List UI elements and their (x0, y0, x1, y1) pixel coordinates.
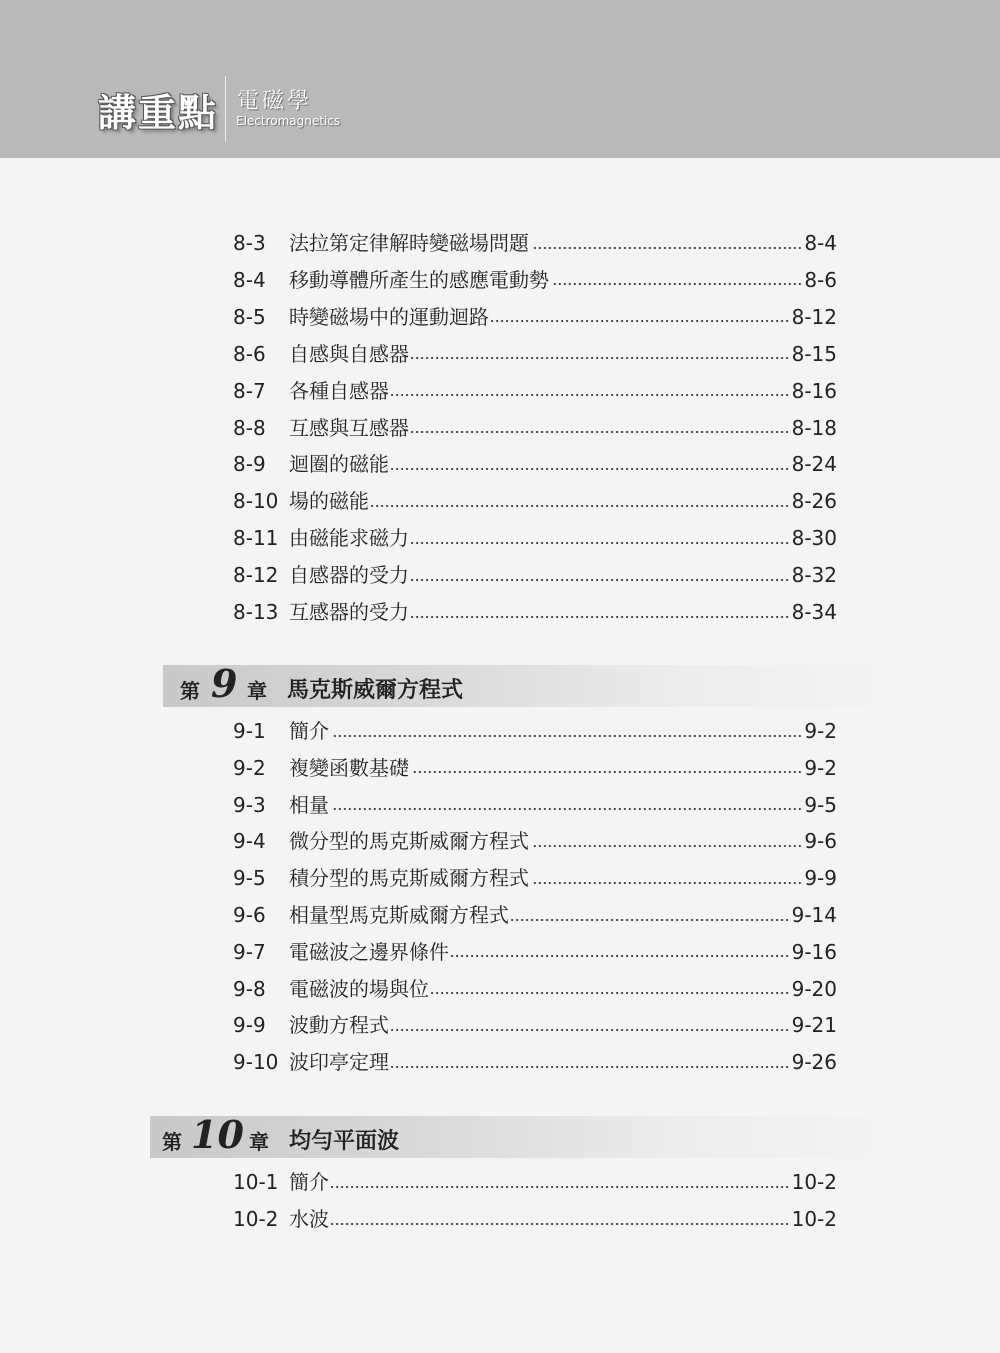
toc-leader-dots (391, 1065, 790, 1069)
toc-leader-dots (371, 504, 790, 508)
toc-leader-dots (411, 541, 790, 545)
toc-entry-page: 9-26 (791, 1050, 837, 1075)
toc-entry-page: 8-26 (791, 489, 837, 514)
chapter-prefix: 第 (162, 1130, 182, 1154)
toc-entry-page: 8-34 (791, 600, 837, 624)
toc-leader-dots (391, 393, 790, 397)
toc-entry (233, 900, 837, 930)
header-divider (225, 76, 226, 142)
toc-entry-title: 各種自感器 (289, 378, 389, 403)
toc-leader-dots (391, 1028, 790, 1032)
toc-entry-page: 8-15 (791, 341, 837, 366)
toc-leader-dots (411, 770, 802, 774)
toc-leader-dots (511, 918, 790, 922)
toc-entry-page: 8-12 (791, 304, 837, 329)
chapter-suffix: 章 (249, 1130, 269, 1154)
toc-entry-page: 9-5 (804, 792, 837, 817)
toc-leader-dots (531, 881, 802, 885)
toc-entry (233, 486, 837, 516)
toc-entry-number: 8-6 (233, 341, 266, 366)
toc-leader-dots (331, 807, 802, 811)
toc-entry-page: 9-9 (804, 866, 837, 891)
toc-entry-page: 9-2 (804, 755, 837, 780)
toc-entry-page: 9-16 (791, 939, 837, 964)
toc-entry (233, 228, 837, 258)
toc-entry-title: 移動導體所產生的感應電動勢 (289, 267, 549, 292)
toc-entry-page: 9-21 (791, 1013, 837, 1038)
toc-entry (233, 339, 837, 369)
toc-entry-title: 電磁波之邊界條件 (289, 939, 449, 964)
toc-leader-dots (411, 356, 790, 360)
toc-leader-dots (391, 467, 790, 471)
toc-entry-page: 8-18 (791, 415, 837, 440)
chapter-number: 9 (211, 661, 238, 706)
toc-entry-title: 波動方程式 (289, 1013, 389, 1038)
toc-leader-dots (451, 954, 790, 958)
toc-entry-page: 10-2 (791, 1170, 837, 1194)
toc-leader-dots (411, 578, 790, 582)
toc-entry-number: 8-12 (233, 563, 279, 588)
toc-leader-dots (531, 844, 802, 848)
toc-entry-number: 10-2 (233, 1207, 279, 1231)
toc-entry-number: 8-13 (233, 600, 279, 624)
chapter-title: 均勻平面波 (289, 1129, 400, 1154)
toc-entry (233, 1167, 837, 1197)
toc-entry-number: 8-8 (233, 415, 266, 440)
toc-entry (233, 597, 837, 627)
toc-entry-page: 8-6 (804, 267, 837, 292)
toc-entry-title: 簡介 (289, 719, 329, 743)
toc-entry (233, 753, 837, 783)
toc-entry-title: 水波 (289, 1207, 329, 1231)
toc-entry-number: 9-8 (233, 976, 266, 1001)
toc-entry (233, 376, 837, 406)
toc-entry-page: 8-16 (791, 378, 837, 403)
toc-entry (233, 523, 837, 553)
toc-leader-dots (431, 991, 790, 995)
toc-entry-title: 自感與自感器 (289, 341, 409, 366)
toc-entry (233, 1047, 837, 1077)
toc-entry-title: 簡介 (289, 1170, 329, 1194)
toc-entry-number: 9-4 (233, 829, 266, 854)
toc-entry-number: 9-5 (233, 866, 266, 891)
toc-leader-dots (531, 246, 802, 250)
toc-leader-dots (411, 615, 790, 619)
toc-entry-page: 9-20 (791, 976, 837, 1001)
toc-entry (233, 1204, 837, 1234)
toc-entry-number: 9-10 (233, 1050, 279, 1075)
toc-entry-number: 9-9 (233, 1013, 266, 1038)
toc-entry-page: 9-14 (791, 903, 837, 927)
brand-title: 講重點 (98, 90, 219, 135)
toc-entry-number: 8-4 (233, 267, 266, 292)
toc-entry (233, 449, 837, 479)
toc-entry (233, 937, 837, 967)
subject-title: 電磁學 (237, 89, 313, 114)
toc-entry-number: 8-9 (233, 452, 266, 477)
toc-entry-title: 自感器的受力 (289, 563, 409, 588)
chapter-10-header (150, 1112, 902, 1158)
toc-entry (233, 1010, 837, 1040)
toc-entry-number: 8-11 (233, 526, 279, 551)
toc-entry (233, 302, 837, 332)
toc-entry-title: 場的磁能 (289, 489, 369, 514)
toc-entry-title: 互感器的受力 (289, 600, 409, 624)
toc-entry-page: 8-4 (804, 231, 837, 255)
toc-entry-number: 9-3 (233, 792, 266, 817)
chapter-prefix: 第 (180, 679, 200, 703)
toc-entry-title: 電磁波的場與位 (289, 976, 429, 1001)
toc-entry (233, 863, 837, 893)
toc-entry-title: 由磁能求磁力 (289, 526, 409, 551)
chapter-9-header (163, 661, 903, 707)
toc-entry-page: 9-6 (804, 829, 837, 854)
toc-entry-number: 8-3 (233, 231, 266, 255)
toc-entry-page: 8-30 (791, 526, 837, 551)
toc-leader-dots (331, 1222, 790, 1226)
toc-entry-title: 迴圈的磁能 (289, 452, 389, 477)
toc-entry-title: 時變磁場中的運動迴路 (289, 304, 489, 329)
toc-leader-dots (491, 319, 790, 323)
toc-entry-title: 積分型的馬克斯威爾方程式 (289, 866, 529, 891)
chapter-title: 馬克斯威爾方程式 (287, 678, 464, 703)
toc-leader-dots (551, 282, 802, 286)
toc-entry-title: 相量型馬克斯威爾方程式 (289, 903, 509, 927)
toc-entry-title: 波印亭定理 (289, 1050, 389, 1075)
page-header (0, 0, 1000, 158)
toc-entry-page: 9-2 (804, 719, 837, 743)
toc-entry-number: 10-1 (233, 1170, 279, 1194)
chapter-suffix: 章 (247, 679, 267, 703)
toc-entry (233, 826, 837, 856)
toc-entry (233, 790, 837, 820)
toc-entry-page: 8-24 (791, 452, 837, 477)
toc-entry-title: 複變函數基礎 (289, 755, 409, 780)
toc-entry-number: 9-7 (233, 939, 266, 964)
toc-entry-number: 9-6 (233, 903, 266, 927)
toc-entry-number: 8-10 (233, 489, 279, 514)
toc-entry-page: 10-2 (791, 1207, 837, 1231)
chapter-number: 10 (191, 1112, 244, 1157)
toc-entry-page: 8-32 (791, 563, 837, 588)
toc-entry-title: 法拉第定律解時變磁場問題 (289, 231, 529, 255)
toc-entry (233, 560, 837, 590)
toc-entry-number: 9-2 (233, 755, 266, 780)
toc-entry (233, 265, 837, 295)
toc-entry (233, 974, 837, 1004)
toc-entry-title: 微分型的馬克斯威爾方程式 (289, 829, 529, 854)
toc-leader-dots (331, 734, 802, 738)
toc-leader-dots (331, 1185, 790, 1189)
toc-entry-number: 8-7 (233, 378, 266, 403)
toc-entry-number: 8-5 (233, 304, 266, 329)
toc-entry-title: 相量 (289, 792, 329, 817)
toc-entry-number: 9-1 (233, 719, 266, 743)
toc-entry (233, 413, 837, 443)
toc-leader-dots (411, 430, 790, 434)
subject-subtitle: Electromagnetics (236, 114, 341, 128)
toc-entry (233, 716, 837, 746)
toc-entry-title: 互感與互感器 (289, 415, 409, 440)
